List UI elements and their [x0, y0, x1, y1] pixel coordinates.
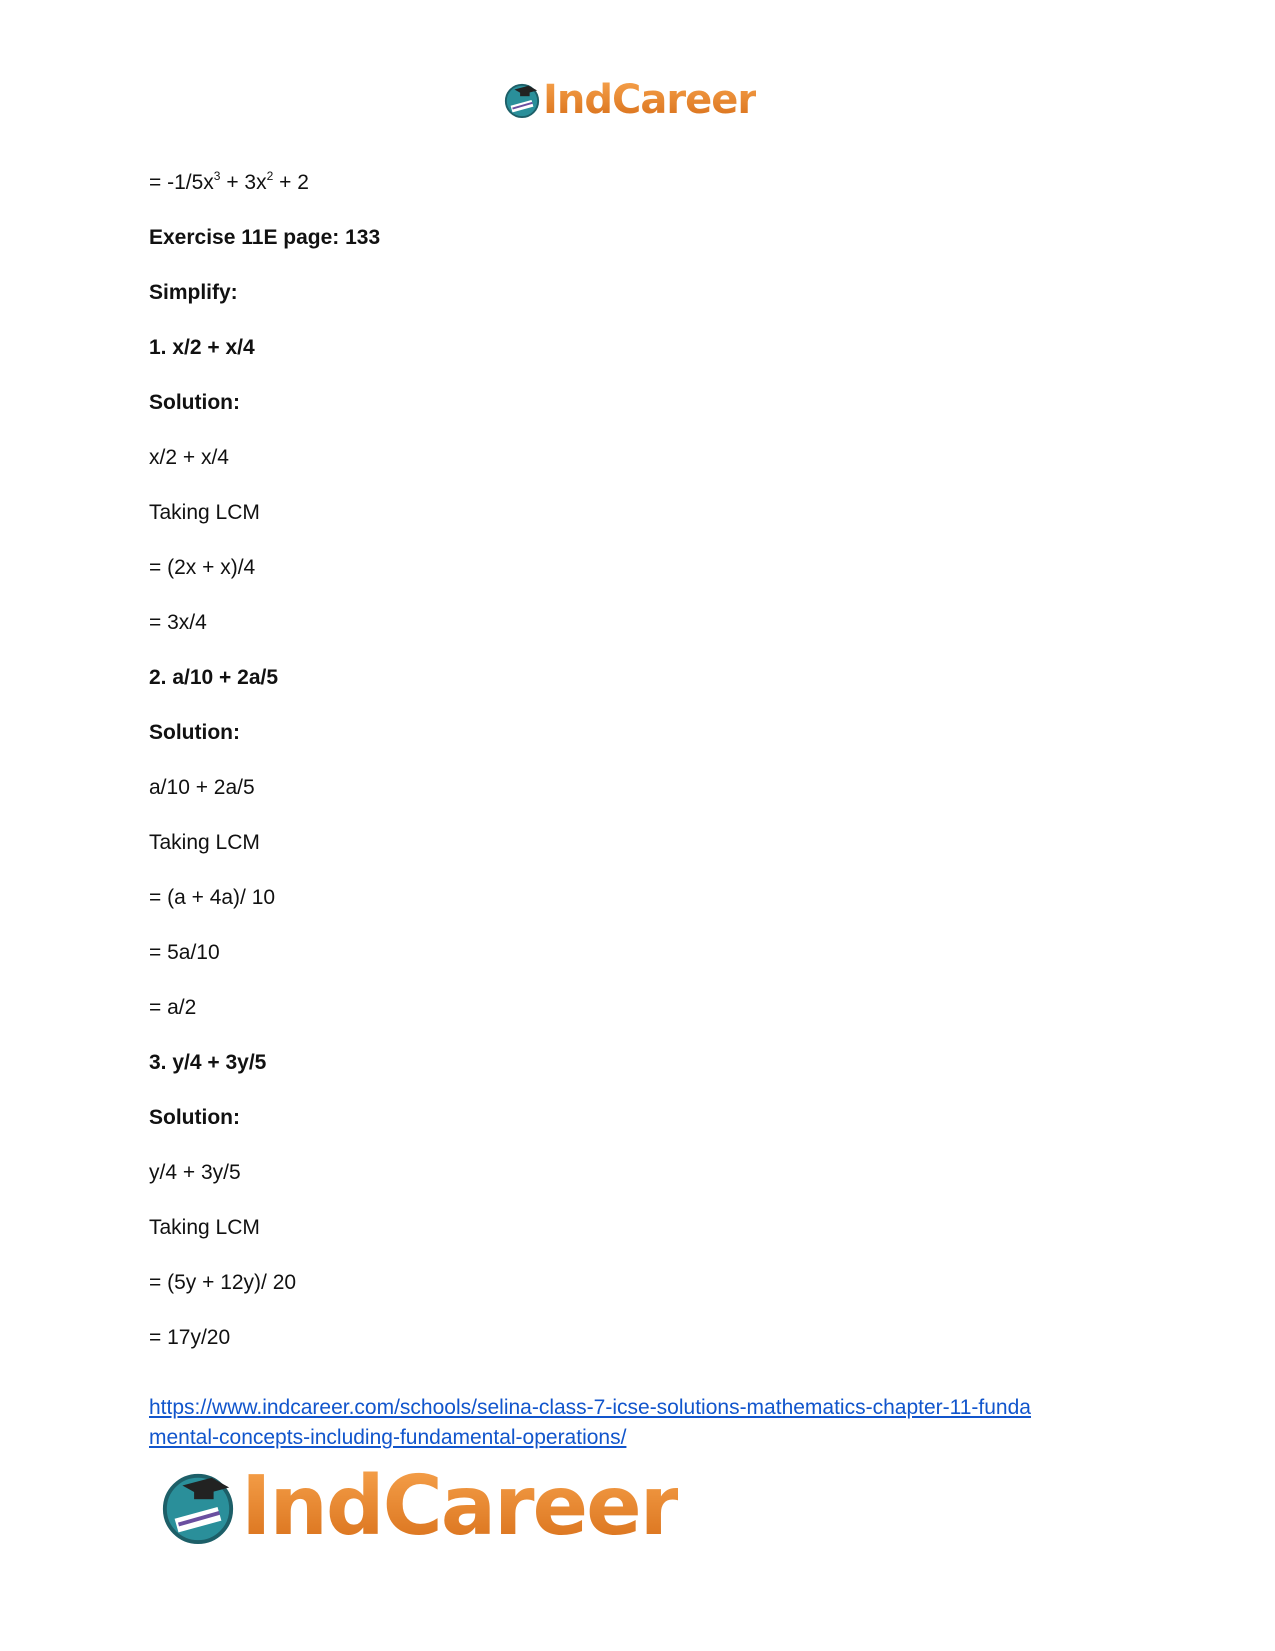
- link-line-1[interactable]: https://www.indcareer.com/schools/selina-class-7-icse-solutions-mathematics-chapter-11-funda: [149, 1396, 1031, 1419]
- solution-step-line: a/10 + 2a/5: [149, 776, 255, 799]
- solution-step-line: = a/2: [149, 996, 197, 1019]
- question-heading-line: 2. a/10 + 2a/5: [149, 666, 279, 689]
- solution-step-line: = (2x + x)/4: [149, 556, 256, 579]
- globe-graduation-cap-icon: [503, 81, 541, 119]
- question-heading-line: 3. y/4 + 3y/5: [149, 1051, 267, 1074]
- intro-result-line: = $-1/5x^3 + 3x^2 + 2$: [149, 169, 309, 194]
- question-heading-line: Solution:: [149, 1106, 240, 1129]
- solution-step-line: x/2 + x/4: [149, 446, 229, 469]
- logo-wordmark: IndCareer: [241, 1459, 679, 1554]
- link-line-2[interactable]: mental-concepts-including-fundamental-operations/: [149, 1426, 627, 1449]
- indcareer-logo-header: [503, 77, 757, 123]
- document-body: [149, 171, 1129, 1381]
- instruction-heading: Simplify:: [149, 281, 238, 304]
- question-heading-line: Solution:: [149, 391, 240, 414]
- logo-wordmark: IndCareer: [543, 77, 757, 123]
- globe-graduation-cap-icon: [159, 1468, 237, 1546]
- indcareer-logo-footer: [159, 1459, 679, 1554]
- question-heading-line: Solution:: [149, 721, 240, 744]
- source-url-link[interactable]: [149, 1393, 1031, 1453]
- solution-step-line: Taking LCM: [149, 1216, 260, 1239]
- solution-lines: [149, 336, 1129, 1350]
- solution-step-line: y/4 + 3y/5: [149, 1161, 241, 1184]
- solution-step-line: = (5y + 12y)/ 20: [149, 1271, 297, 1294]
- question-heading-line: 1. x/2 + x/4: [149, 336, 255, 359]
- solution-step-line: Taking LCM: [149, 501, 260, 524]
- solution-step-line: = (a + 4a)/ 10: [149, 886, 276, 909]
- solution-step-line: = 3x/4: [149, 611, 207, 634]
- solution-step-line: Taking LCM: [149, 831, 260, 854]
- solution-step-line: = 17y/20: [149, 1326, 231, 1349]
- solution-step-line: = 5a/10: [149, 941, 220, 964]
- exercise-title: Exercise 11E page: 133: [149, 226, 381, 249]
